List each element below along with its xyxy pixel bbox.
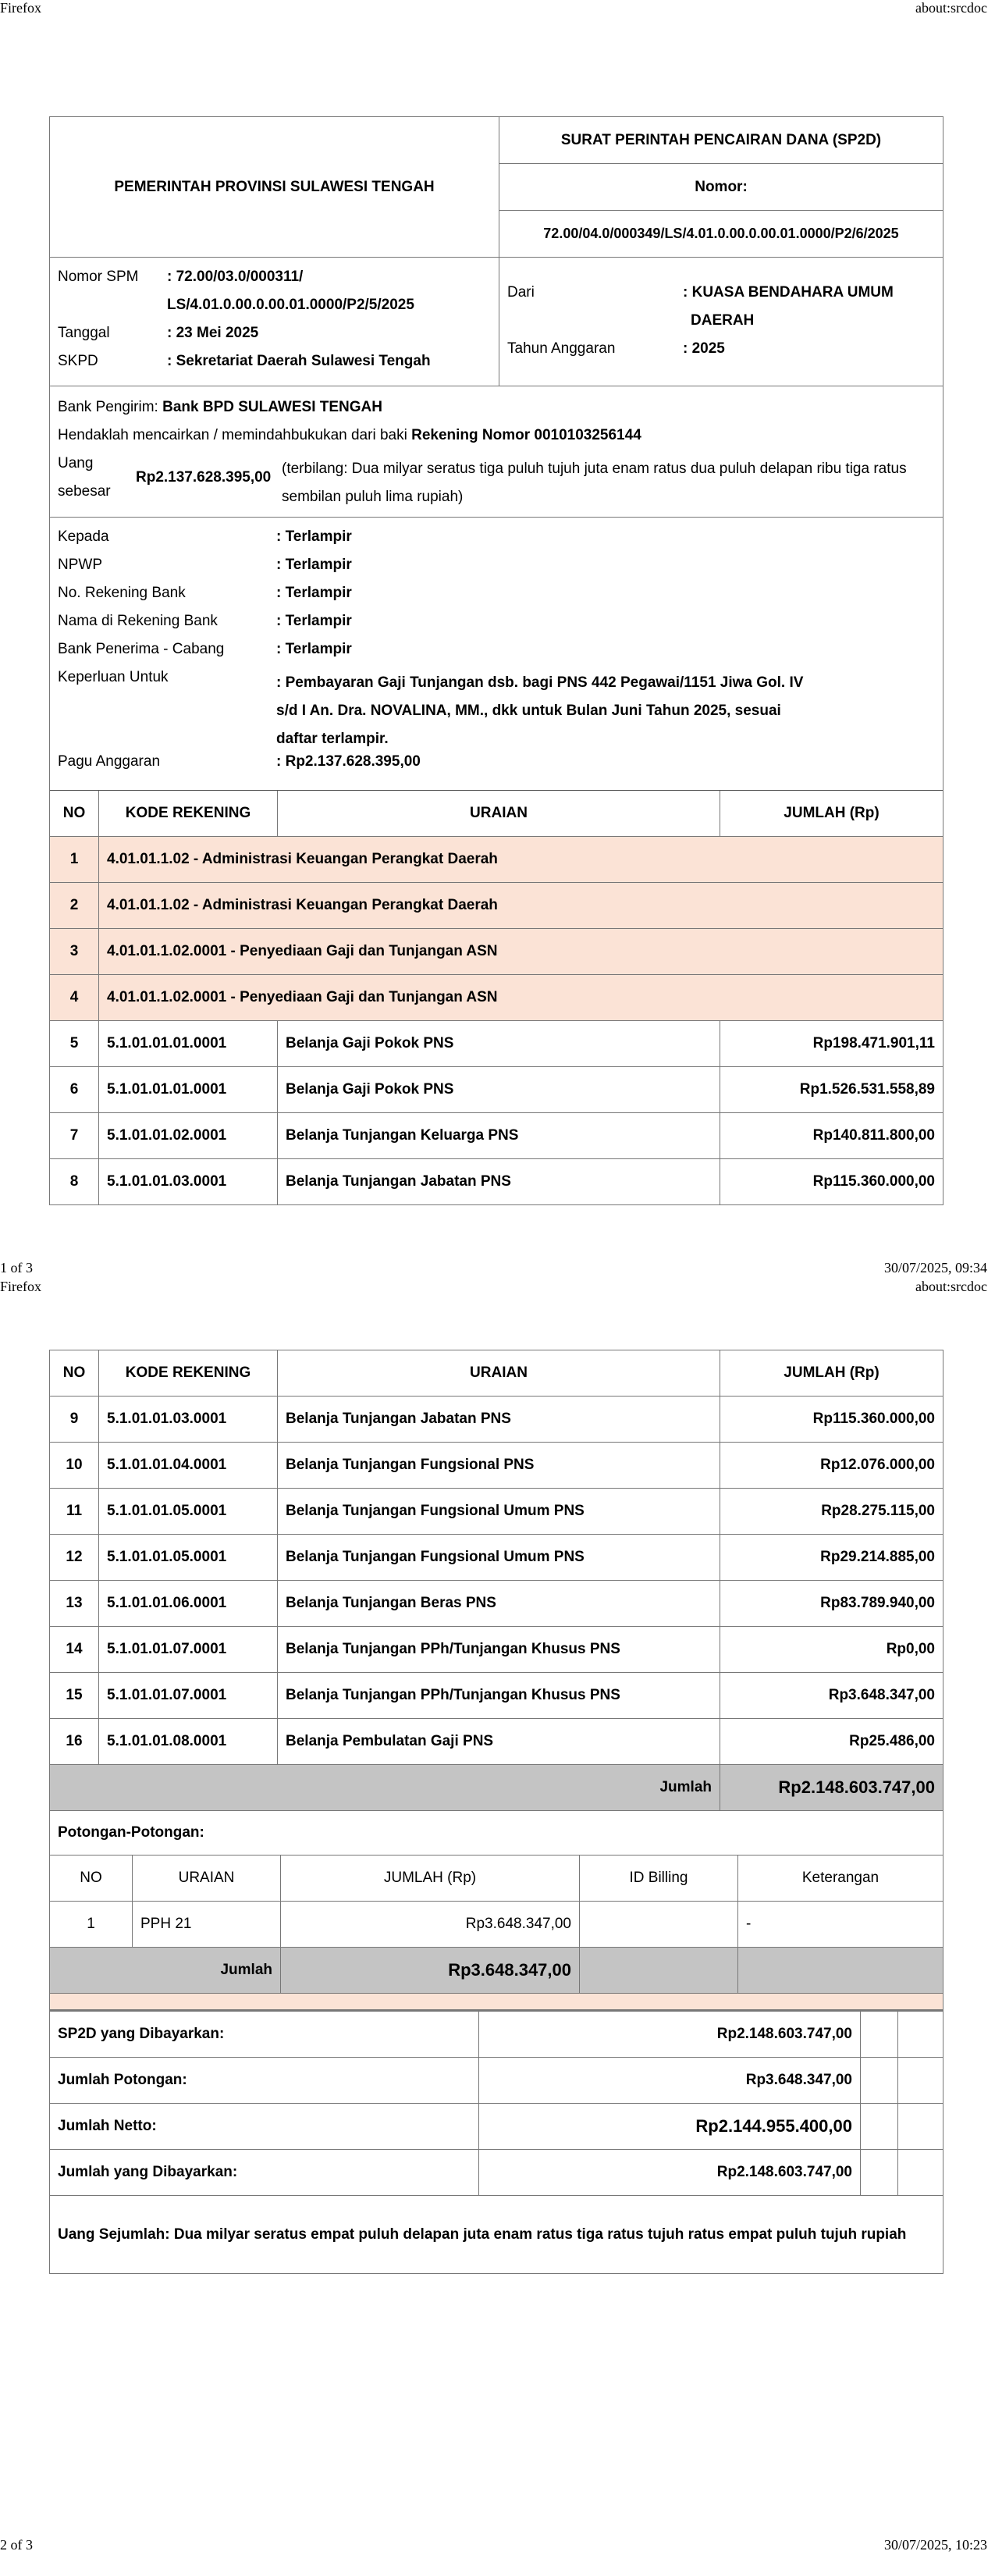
hendaklah-line (58, 427, 641, 444)
nomor-label: Nomor: (499, 164, 943, 211)
separator-band (50, 1994, 943, 2010)
row-kode: 5.1.01.01.07.0001 (99, 1627, 278, 1673)
row-no: 10 (50, 1443, 99, 1489)
summary-spacer (861, 2150, 898, 2196)
row-uraian: Belanja Tunjangan Fungsional Umum PNS (278, 1535, 720, 1581)
row-no: 12 (50, 1535, 99, 1581)
table-row (50, 1673, 943, 1719)
nomor-value: 72.00/04.0/000349/LS/4.01.0.00.0.00.01.0000/P2/6/2025 (543, 226, 899, 241)
summary-spacer (861, 2058, 898, 2104)
pagu-value: : Rp2.137.628.395,00 (276, 753, 421, 770)
nama-rekening-label: Nama di Rekening Bank (58, 613, 218, 629)
row-no: 15 (50, 1673, 99, 1719)
table-row (50, 1489, 943, 1535)
spm-value-1: : 72.00/03.0/000311/ (167, 269, 304, 285)
bank-penerima-value: : Terlampir (276, 641, 352, 657)
row-uraian: Belanja Tunjangan Beras PNS (278, 1581, 720, 1627)
table-row (50, 883, 943, 929)
table-row (50, 1443, 943, 1489)
rekening-table-page1 (49, 790, 943, 1205)
row-jumlah: Rp3.648.347,00 (720, 1673, 943, 1719)
potongan-row (50, 1902, 943, 1948)
pot-col-no: NO (50, 1856, 133, 1902)
total-value: Rp2.148.603.747,00 (720, 1765, 943, 1811)
info-section (50, 258, 943, 386)
table-row (50, 1627, 943, 1673)
hendaklah-text: Hendaklah mencairkan / memindahbukukan dari baki (58, 427, 412, 443)
pot-total-keterangan (738, 1948, 943, 1994)
row-jumlah: Rp12.076.000,00 (720, 1443, 943, 1489)
row-uraian: Belanja Tunjangan Jabatan PNS (278, 1159, 720, 1205)
summary-spacer (861, 2104, 898, 2150)
row-program: 4.01.01.1.02.0001 - Penyediaan Gaji dan Tunjangan ASN (99, 975, 943, 1021)
pagu-label: Pagu Anggaran (58, 753, 161, 770)
row-kode: 5.1.01.01.08.0001 (99, 1719, 278, 1765)
pot-row-billing (580, 1902, 738, 1948)
nama-rekening-value: : Terlampir (276, 613, 352, 629)
sp2d-dibayarkan-label: SP2D yang Dibayarkan: (50, 2012, 479, 2058)
row-no: 14 (50, 1627, 99, 1673)
sp2d-dibayarkan-value: Rp2.148.603.747,00 (479, 2012, 861, 2058)
summary-spacer (898, 2058, 943, 2104)
row-kode: 5.1.01.01.05.0001 (99, 1535, 278, 1581)
table-row (50, 837, 943, 883)
col-uraian: URAIAN (278, 1350, 720, 1397)
summary-spacer (861, 2012, 898, 2058)
print-timestamp: 30/07/2025, 09:34 (883, 1260, 987, 1276)
potongan-total-row (50, 1948, 943, 1994)
table-row (50, 1067, 943, 1113)
dari-value-1: : KUASA BENDAHARA UMUM (683, 284, 894, 301)
row-no: 6 (50, 1067, 99, 1113)
tanggal-value: : 23 Mei 2025 (167, 325, 259, 341)
summary-spacer (898, 2012, 943, 2058)
col-kode: KODE REKENING (99, 791, 278, 837)
table-row (50, 1397, 943, 1443)
total-label: Jumlah (50, 1765, 720, 1811)
pot-row-keterangan: - (738, 1902, 943, 1948)
uang-sejumlah: Uang Sejumlah: Dua milyar seratus empat puluh delapan juta enam ratus tiga ratus tujuh ratus empat puluh tujuh rupiah (50, 2196, 943, 2274)
row-jumlah: Rp0,00 (720, 1627, 943, 1673)
row-no: 9 (50, 1397, 99, 1443)
jumlah-potongan-value: Rp3.648.347,00 (479, 2058, 861, 2104)
table-header-row (50, 791, 943, 837)
row-no: 1 (50, 837, 99, 883)
row-no: 4 (50, 975, 99, 1021)
kepada-label: Kepada (58, 528, 109, 545)
summary-row (50, 2012, 943, 2058)
col-uraian: URAIAN (278, 791, 720, 837)
sp2d-document-page2 (49, 1350, 943, 2274)
row-program: 4.01.01.1.02 - Administrasi Keuangan Perangkat Daerah (99, 883, 943, 929)
row-kode: 5.1.01.01.01.0001 (99, 1067, 278, 1113)
bank-pengirim-value: Bank BPD SULAWESI TENGAH (162, 399, 382, 415)
rekening-label: No. Rekening Bank (58, 585, 186, 601)
summary-spacer (898, 2150, 943, 2196)
row-program: 4.01.01.1.02 - Administrasi Keuangan Perangkat Daerah (99, 837, 943, 883)
npwp-value: : Terlampir (276, 557, 352, 573)
pot-col-keterangan: Keterangan (738, 1856, 943, 1902)
row-no: 16 (50, 1719, 99, 1765)
row-no: 7 (50, 1113, 99, 1159)
sp2d-document-page1 (49, 116, 943, 1205)
row-jumlah: Rp140.811.800,00 (720, 1113, 943, 1159)
keperluan-label: Keperluan Untuk (58, 669, 169, 685)
row-no: 3 (50, 929, 99, 975)
pot-row-uraian: PPH 21 (133, 1902, 281, 1948)
summary-table (49, 2011, 943, 2274)
table-row (50, 1159, 943, 1205)
dari-label: Dari (507, 284, 535, 301)
row-uraian: Belanja Tunjangan PPh/Tunjangan Khusus PNS (278, 1673, 720, 1719)
bank-section (50, 386, 943, 518)
table-row (50, 1535, 943, 1581)
jumlah-dibayarkan-label: Jumlah yang Dibayarkan: (50, 2150, 479, 2196)
row-uraian: Belanja Tunjangan PPh/Tunjangan Khusus PNS (278, 1627, 720, 1673)
row-uraian: Belanja Tunjangan Jabatan PNS (278, 1397, 720, 1443)
row-program: 4.01.01.1.02.0001 - Penyediaan Gaji dan Tunjangan ASN (99, 929, 943, 975)
row-uraian: Belanja Gaji Pokok PNS (278, 1067, 720, 1113)
pot-total-label: Jumlah (50, 1948, 281, 1994)
potongan-section (49, 1811, 943, 2011)
row-jumlah: Rp115.360.000,00 (720, 1159, 943, 1205)
potongan-header-row (50, 1856, 943, 1902)
uang-label-1: Uang (58, 455, 94, 471)
table-row (50, 1719, 943, 1765)
table-row (50, 1021, 943, 1067)
table-row (50, 1581, 943, 1627)
rekening-value: : Terlampir (276, 585, 352, 601)
row-jumlah: Rp28.275.115,00 (720, 1489, 943, 1535)
col-no: NO (50, 1350, 99, 1397)
row-uraian: Belanja Tunjangan Fungsional PNS (278, 1443, 720, 1489)
bank-pengirim (58, 399, 382, 416)
row-kode: 5.1.01.01.02.0001 (99, 1113, 278, 1159)
gov-name: PEMERINTAH PROVINSI SULAWESI TENGAH (50, 117, 499, 257)
rekening-nomor: Rekening Nomor 0010103256144 (411, 427, 641, 443)
keperluan-value: : Pembayaran Gaji Tunjangan dsb. bagi PNS 442 Pegawai/1151 Jiwa Gol. IV s/d I An. Dra. NOVALINA, MM., dkk untuk Bulan Juni Tahun 2025, sesuai daftar terlampir. (276, 674, 804, 747)
total-row (50, 1765, 943, 1811)
row-jumlah: Rp1.526.531.558,89 (720, 1067, 943, 1113)
browser-title: Firefox (0, 1279, 41, 1294)
pot-row-no: 1 (50, 1902, 133, 1948)
table-header-row (50, 1350, 943, 1397)
rekening-table-page2 (49, 1350, 943, 1811)
pot-col-billing: ID Billing (580, 1856, 738, 1902)
row-no: 5 (50, 1021, 99, 1067)
kepada-value: : Terlampir (276, 528, 352, 545)
potongan-table (49, 1855, 943, 1994)
row-kode: 5.1.01.01.07.0001 (99, 1673, 278, 1719)
skpd-value: : Sekretariat Daerah Sulawesi Tengah (167, 353, 431, 369)
row-kode: 5.1.01.01.01.0001 (99, 1021, 278, 1067)
col-kode: KODE REKENING (99, 1350, 278, 1397)
col-no: NO (50, 791, 99, 837)
pot-total-value: Rp3.648.347,00 (281, 1948, 580, 1994)
row-jumlah: Rp83.789.940,00 (720, 1581, 943, 1627)
table-row (50, 1113, 943, 1159)
bank-pengirim-label: Bank Pengirim: (58, 399, 163, 415)
row-uraian: Belanja Gaji Pokok PNS (278, 1021, 720, 1067)
dari-value-2: DAERAH (691, 312, 755, 329)
jumlah-netto-label: Jumlah Netto: (50, 2104, 479, 2150)
row-jumlah: Rp115.360.000,00 (720, 1397, 943, 1443)
row-jumlah: Rp198.471.901,11 (720, 1021, 943, 1067)
pot-col-uraian: URAIAN (133, 1856, 281, 1902)
jumlah-netto-value: Rp2.144.955.400,00 (479, 2104, 861, 2150)
recipient-section (50, 518, 943, 791)
row-kode: 5.1.01.01.03.0001 (99, 1397, 278, 1443)
uang-amount: Rp2.137.628.395,00 (136, 469, 272, 486)
pot-row-jumlah: Rp3.648.347,00 (281, 1902, 580, 1948)
row-no: 13 (50, 1581, 99, 1627)
browser-url: about:srcdoc (915, 0, 987, 16)
npwp-label: NPWP (58, 557, 102, 573)
page-counter: 1 of 3 (0, 1260, 33, 1276)
tahun-value: : 2025 (683, 340, 725, 357)
terbilang-text: (terbilang: Dua milyar seratus tiga puluh tujuh juta enam ratus dua puluh delapan ribu tiga ratus sembilan puluh lima rupiah) (282, 461, 907, 505)
potongan-title: Potongan-Potongan: (58, 1824, 204, 1841)
row-kode: 5.1.01.01.04.0001 (99, 1443, 278, 1489)
print-timestamp: 30/07/2025, 10:23 (883, 2537, 987, 2553)
header-section (50, 117, 943, 258)
pot-col-jumlah: JUMLAH (Rp) (281, 1856, 580, 1902)
col-jumlah: JUMLAH (Rp) (720, 1350, 943, 1397)
spm-value-2: LS/4.01.0.00.0.00.01.0000/P2/5/2025 (167, 297, 414, 313)
sp2d-title: SURAT PERINTAH PENCAIRAN DANA (SP2D) (499, 117, 943, 164)
row-jumlah: Rp25.486,00 (720, 1719, 943, 1765)
row-no: 2 (50, 883, 99, 929)
row-kode: 5.1.01.01.03.0001 (99, 1159, 278, 1205)
row-no: 8 (50, 1159, 99, 1205)
summary-row (50, 2058, 943, 2104)
uang-label-2: sebesar (58, 483, 111, 500)
summary-row (50, 2104, 943, 2150)
col-jumlah: JUMLAH (Rp) (720, 791, 943, 837)
summary-spacer (898, 2104, 943, 2150)
page-counter: 2 of 3 (0, 2537, 33, 2553)
browser-url: about:srcdoc (915, 1279, 987, 1294)
row-uraian: Belanja Pembulatan Gaji PNS (278, 1719, 720, 1765)
bank-penerima-label: Bank Penerima - Cabang (58, 641, 225, 657)
jumlah-dibayarkan-value: Rp2.148.603.747,00 (479, 2150, 861, 2196)
row-uraian: Belanja Tunjangan Fungsional Umum PNS (278, 1489, 720, 1535)
jumlah-potongan-label: Jumlah Potongan: (50, 2058, 479, 2104)
tahun-label: Tahun Anggaran (507, 340, 616, 357)
skpd-label: SKPD (58, 353, 98, 369)
pot-total-billing (580, 1948, 738, 1994)
table-row (50, 975, 943, 1021)
tanggal-label: Tanggal (58, 325, 110, 341)
sejumlah-row (50, 2196, 943, 2274)
row-kode: 5.1.01.01.05.0001 (99, 1489, 278, 1535)
table-row (50, 929, 943, 975)
row-kode: 5.1.01.01.06.0001 (99, 1581, 278, 1627)
browser-title: Firefox (0, 0, 41, 16)
row-uraian: Belanja Tunjangan Keluarga PNS (278, 1113, 720, 1159)
spm-label: Nomor SPM (58, 269, 139, 285)
summary-row (50, 2150, 943, 2196)
row-jumlah: Rp29.214.885,00 (720, 1535, 943, 1581)
row-no: 11 (50, 1489, 99, 1535)
